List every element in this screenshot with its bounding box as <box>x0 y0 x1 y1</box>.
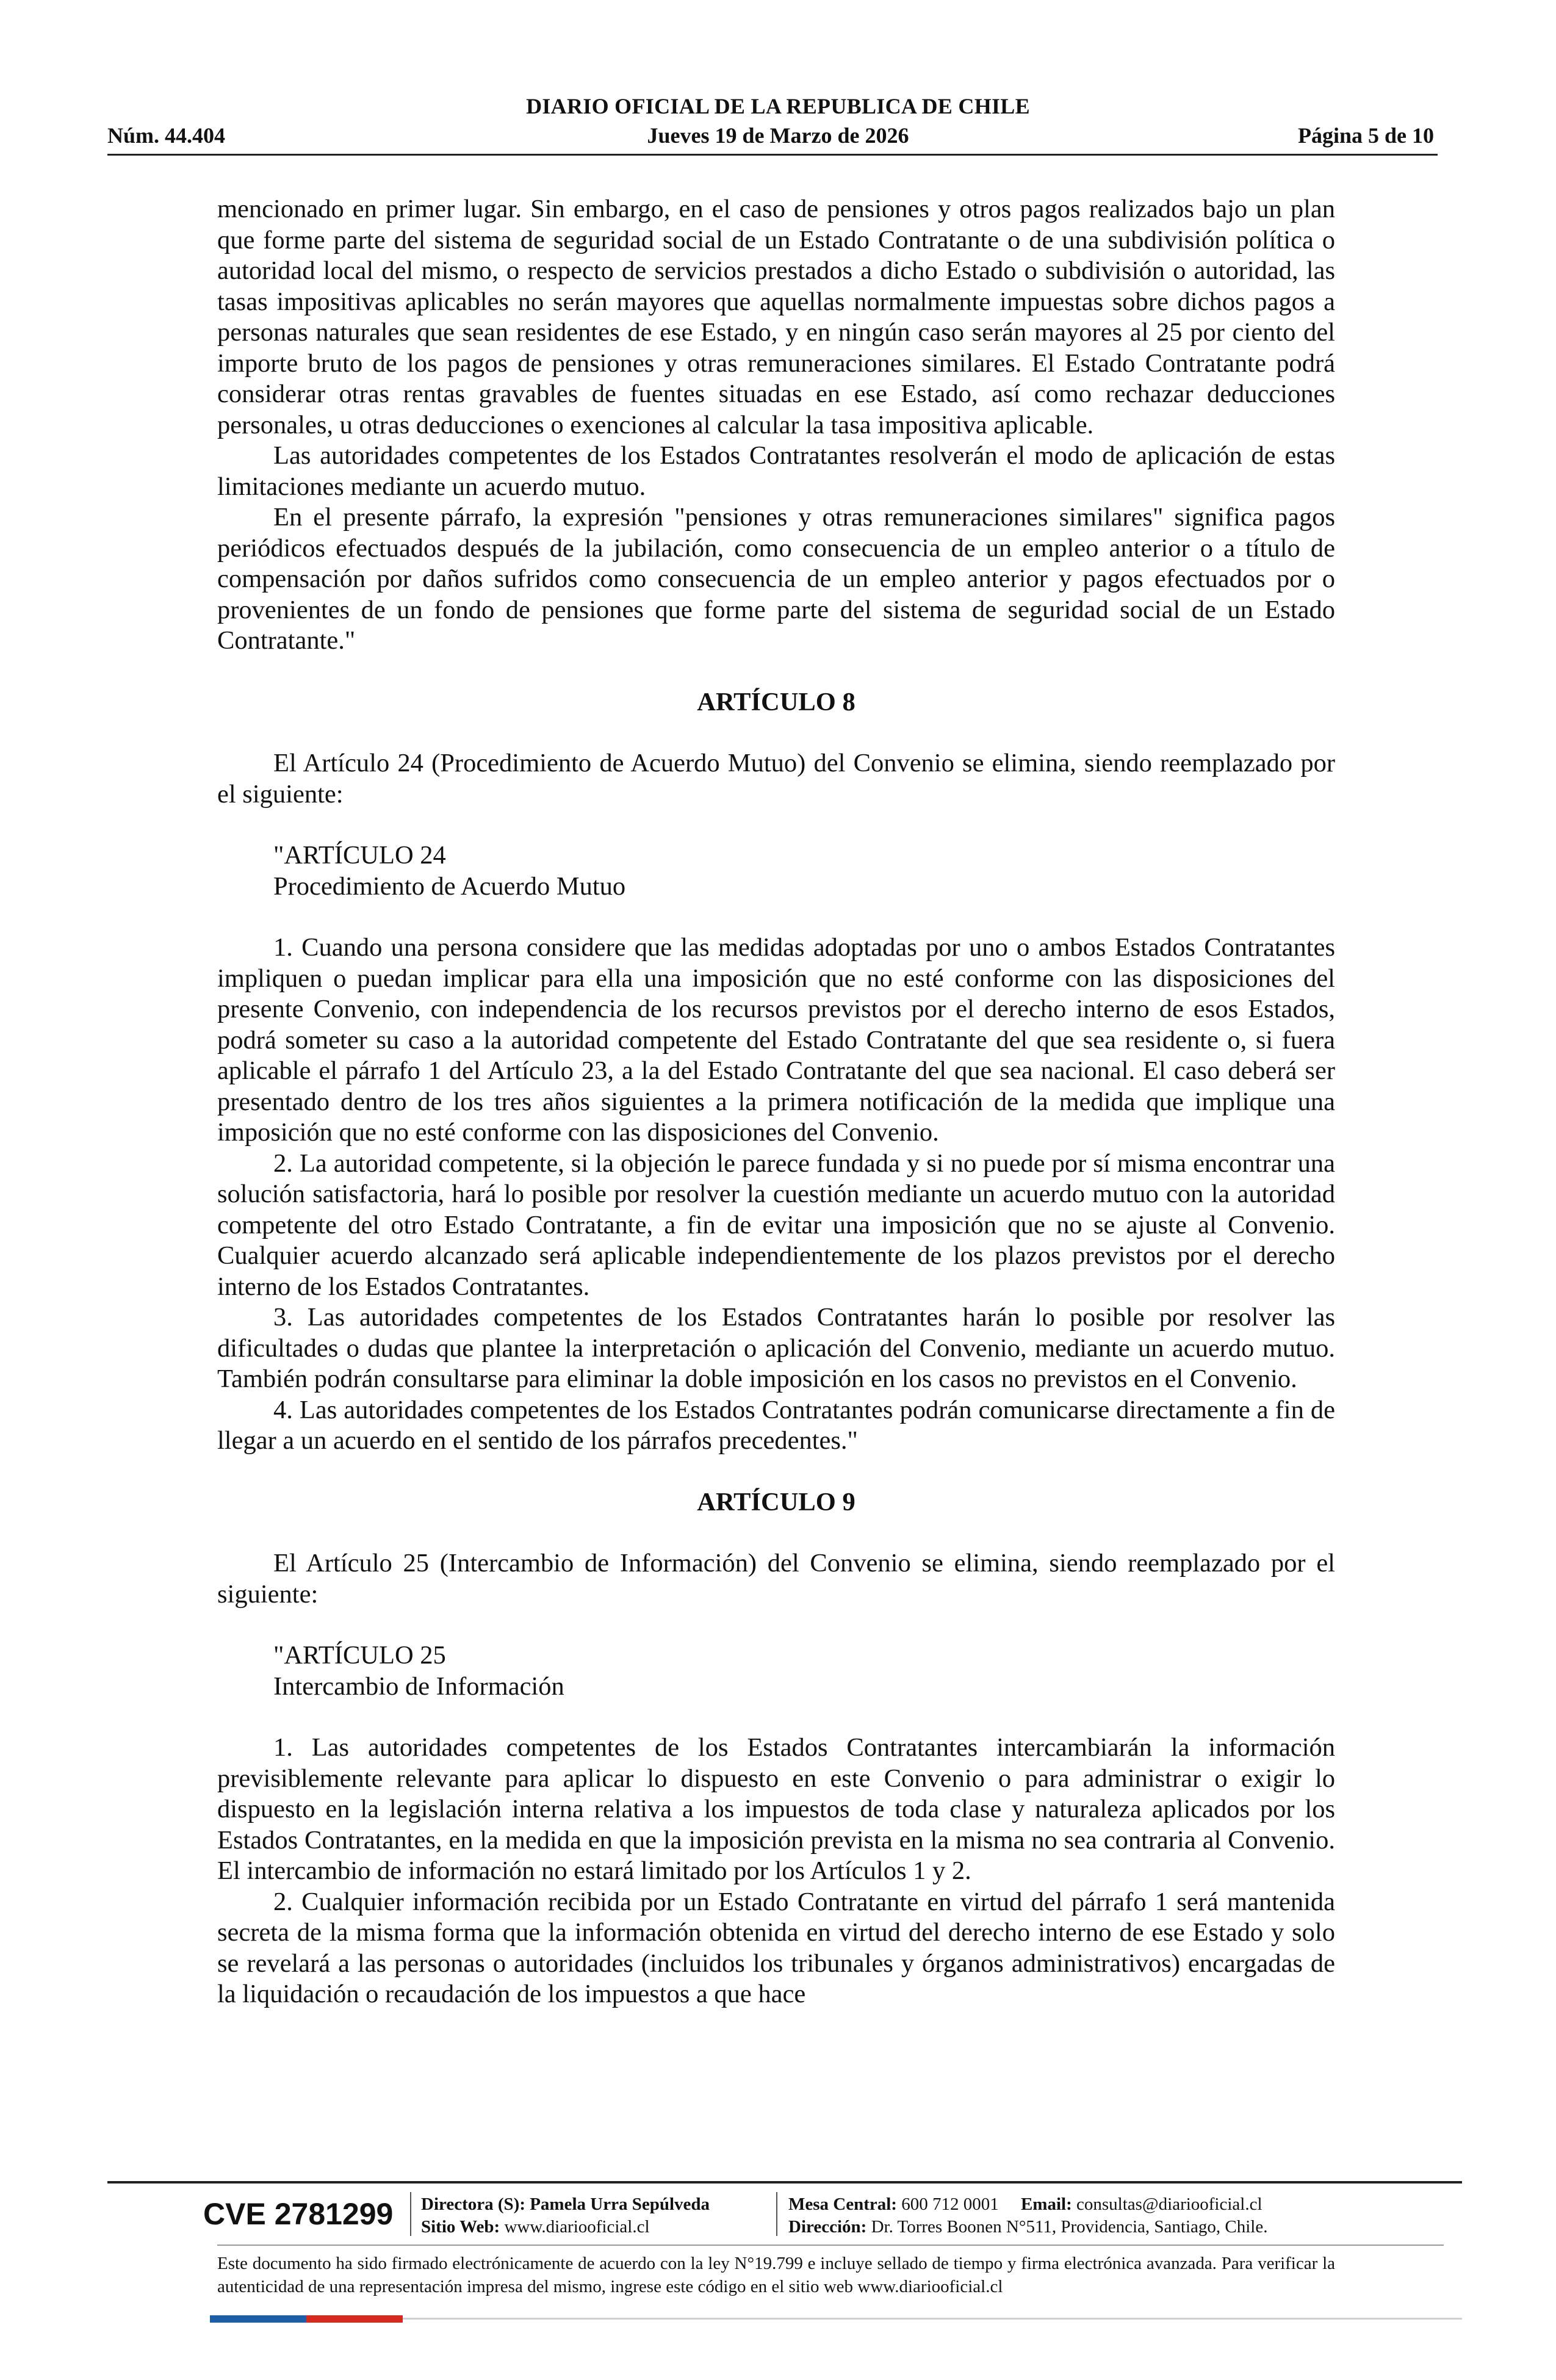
article-24-title: "ARTÍCULO 24 <box>273 841 446 870</box>
paragraph: 4. Las autoridades competentes de los Estados Contratantes podrán comunicarse directamente a fin de llegar a un acuerdo en el sentido de los párrafos precedentes." <box>217 1395 1335 1455</box>
journal-title: DIARIO OFICIAL DE LA REPUBLICA DE CHILE <box>526 94 1030 118</box>
issue-number: Núm. 44.404 <box>107 123 226 148</box>
article-24-subtitle: Procedimiento de Acuerdo Mutuo <box>273 871 626 901</box>
footer-separator <box>410 2192 411 2236</box>
flag-stripe-red <box>306 2315 403 2323</box>
director-info <box>421 2193 710 2238</box>
phone-label: Mesa Central: <box>788 2194 897 2214</box>
flag-stripe-blue <box>210 2315 306 2323</box>
paragraph: Las autoridades competentes de los Estados Contratantes resolverán el modo de aplicación de estas limitaciones mediante un acuerdo mutuo. <box>217 441 1335 501</box>
website-label: Sitio Web: <box>421 2217 500 2237</box>
address-label: Dirección: <box>788 2217 867 2237</box>
page-indicator: Página 5 de 10 <box>1297 123 1434 148</box>
website-link[interactable]: www.diariooficial.cl <box>504 2217 650 2237</box>
phone-value: 600 712 0001 <box>901 2194 999 2214</box>
issue-date: Jueves 19 de Marzo de 2026 <box>647 123 909 148</box>
paragraph: 2. Cualquier información recibida por un Estado Contratante en virtud del párrafo 1 será mantenida secreta de la misma forma que la información obtenida en virtud del derecho interno de ese Estado y solo se revelará a las personas o autoridades (incluidos los tribunales y órganos administrativos) encargadas de la liquidación o recaudación de los impuestos a que hace <box>217 1887 1335 2008</box>
paragraph: 1. Cuando una persona considere que las medidas adoptadas por uno o ambos Estados Contratantes impliquen o puedan implicar para ella una imposición que no esté conforme con las disposiciones del presente Convenio, con independencia de los recursos previstos por el derecho interno de esos Estados, podrá someter su caso a la autoridad competente del Estado Contratante del que sea residente o, si fuera aplicable el párrafo 1 del Artículo 23, a la del Estado Contratante del que sea nacional. El caso deberá ser presentado dentro de los tres años siguientes a la primera notificación de la medida que implique una imposición que no esté conforme con las disposiciones del Convenio. <box>217 933 1335 1147</box>
article-8-heading: ARTÍCULO 8 <box>697 687 855 716</box>
address-value: Dr. Torres Boonen N°511, Providencia, Santiago, Chile. <box>871 2217 1268 2237</box>
director-label: Directora (S): Pamela Urra Sepúlveda <box>421 2194 710 2214</box>
paragraph: 3. Las autoridades competentes de los Estados Contratantes harán lo posible por resolver las dificultades o dudas que plantee la interpretación o aplicación del Convenio, mediante un acuerdo mutuo. También podrán consultarse para eliminar la doble imposición en los casos no previstos en el Convenio. <box>217 1303 1335 1393</box>
header-divider <box>107 154 1438 156</box>
paragraph: En el presente párrafo, la expresión "pensiones y otras remuneraciones similares" significa pagos periódicos efectuados después de la jubilación, como consecuencia de un empleo anterior o a título de compensación por daños sufridos como consecuencia de un empleo anterior y pagos efectuados por o provenientes de un fondo de pensiones que forme parte del sistema de seguridad social de un Estado Contratante." <box>217 503 1335 655</box>
footer-divider <box>217 2245 1444 2246</box>
email-link[interactable]: consultas@diariooficial.cl <box>1076 2194 1262 2214</box>
paragraph: 1. Las autoridades competentes de los Estados Contratantes intercambiarán la información previsiblemente relevante para aplicar lo dispuesto en este Convenio o para administrar o exigir lo dispuesto en la legislación interna relativa a los impuestos de toda clase y naturaleza aplicados por los Estados Contratantes, en la medida en que la imposición prevista en la misma no sea contraria al Convenio. El intercambio de información no estará limitado por los Artículos 1 y 2. <box>217 1733 1335 1885</box>
article-9-heading: ARTÍCULO 9 <box>697 1487 855 1516</box>
document-body <box>217 194 1335 2010</box>
email-label: Email: <box>1020 2194 1072 2214</box>
flag-stripe-line <box>403 2318 1462 2320</box>
cve-code: CVE 2781299 <box>203 2197 394 2231</box>
article-25-subtitle: Intercambio de Información <box>273 1671 564 1701</box>
contact-info <box>788 2193 1267 2238</box>
paragraph: El Artículo 24 (Procedimiento de Acuerdo Mutuo) del Convenio se elimina, siendo reemplazado por el siguiente: <box>217 749 1335 809</box>
paragraph: 2. La autoridad competente, si la objeción le parece fundada y si no puede por sí misma encontrar una solución satisfactoria, hará lo posible por resolver la cuestión mediante un acuerdo mutuo con la autoridad competente del otro Estado Contratante, a fin de evitar una imposición que no se ajuste al Convenio. Cualquier acuerdo alcanzado será aplicable independientemente de los plazos previstos por el derecho interno de los Estados Contratantes. <box>217 1149 1335 1301</box>
article-25-title: "ARTÍCULO 25 <box>273 1641 446 1670</box>
footer-divider <box>107 2181 1462 2183</box>
paragraph: mencionado en primer lugar. Sin embargo, en el caso de pensiones y otros pagos realizados bajo un plan que forme parte del sistema de seguridad social de un Estado Contratante o de una subdivisión política o autoridad local del mismo, o respecto de servicios prestados a dicho Estado o subdivisión o autoridad, las tasas impositivas aplicables no serán mayores que aquellas normalmente impuestas sobre dichos pagos a personas naturales que sean residentes de ese Estado, y en ningún caso serán mayores al 25 por ciento del importe bruto de los pagos de pensiones y otras remuneraciones similares. El Estado Contratante podrá considerar otras rentas gravables de fuentes situadas en ese Estado, así como rechazar deducciones personales, u otras deducciones o exenciones al calcular la tasa impositiva aplicable. <box>217 195 1335 439</box>
signature-note: Este documento ha sido firmado electrónicamente de acuerdo con la ley N°19.799 e incluye sellado de tiempo y firma electrónica avanzada. Para verificar la autenticidad de una representación impresa del mismo, ingrese este código en el sitio web www.diariooficial.cl <box>217 2254 1335 2296</box>
paragraph: El Artículo 25 (Intercambio de Información) del Convenio se elimina, siendo reemplazado por el siguiente: <box>217 1549 1335 1609</box>
footer-separator <box>776 2192 777 2236</box>
